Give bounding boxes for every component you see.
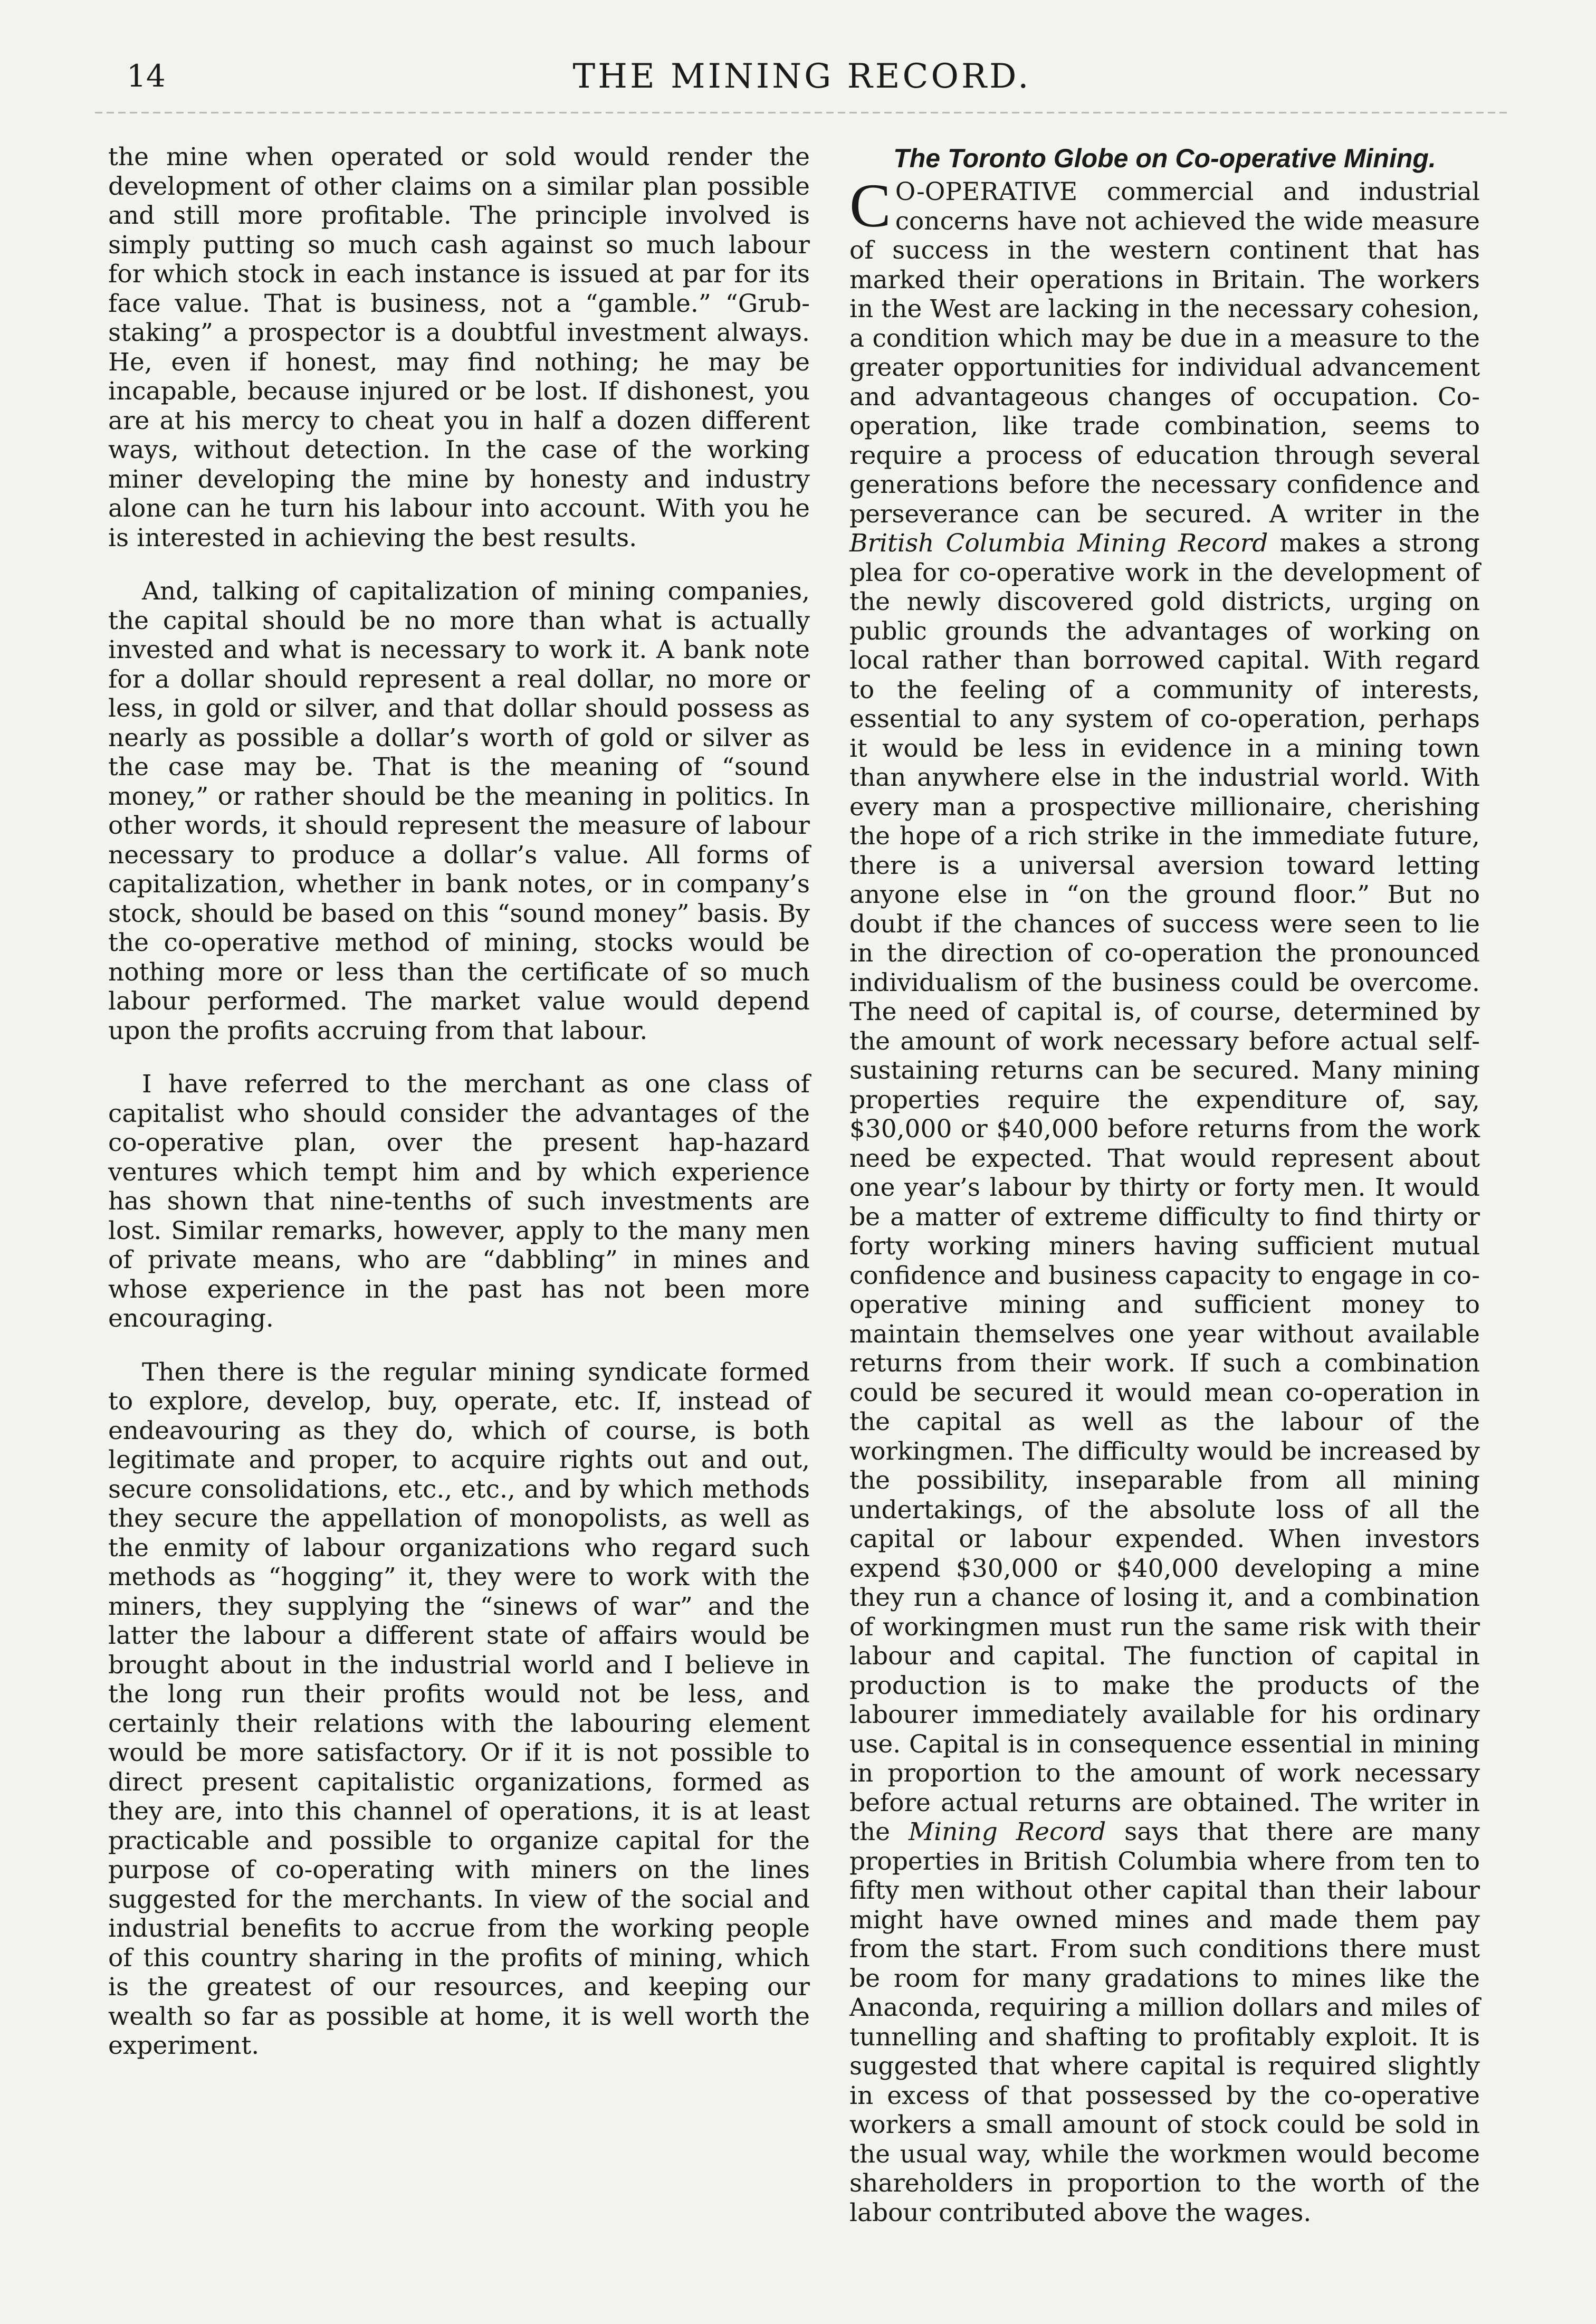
header-rule (95, 112, 1509, 113)
left-paragraph-4: Then there is the regular mining syndicate formed to explore, develop, buy, operate, etc. If, instead of endeavouring as they do, which of course, is both legitimate and proper, to acquire rights out and out, secure consolidations, etc., etc., and by which methods they secure the appellation of monopolists, as well as the enmity of labour organizations who regard such methods as “hogging” it, they were to work with the miners, they supplying the “sinews of war” and the latter the labour a different state of affairs would be brought about in the industrial world and I believe in the long run their profits would not be less, and certainly their relations with the labouring element would be more satisfactory. Or if it is not possible to direct present capitalistic organizations, formed as they are, into this channel of operations, it is at least practicable and possible to organize capital for the purpose of co-operating with miners on the lines suggested for the merchants. In view of the social and industrial benefits to accrue from the working people of this country sharing in the profits of mining, which is the greatest of our resources, and keeping our wealth so far as possible at home, it is well worth the experiment. (108, 1357, 810, 2060)
article-body (849, 171, 1480, 2227)
publication-name-short: Mining Record (908, 1817, 1106, 1846)
article-title: The Toronto Globe on Co-operative Mining. (893, 144, 1436, 173)
drop-cap: C (849, 171, 891, 240)
journal-title: THE MINING RECORD. (572, 57, 1031, 96)
article-body-part-1: commercial and industrial concerns have not achieved the wide measure of success in the western continent that has marked their operations in Britain. The workers in the West are lacking in the necessary cohesion, a condition which may be due in a measure to the greater opportunities for individual advancement and advantageous changes of occupation. Co-operation, like trade combination, seems to require a process of education through several generations before the necessary confidence and perseverance can be secured. A writer in the (849, 177, 1480, 529)
opening-caps: O-OPERATIVE (895, 177, 1078, 206)
left-column (108, 142, 810, 2085)
page-number: 14 (127, 58, 166, 94)
left-paragraph-3: I have referred to the merchant as one class of capitalist who should consider the advantages of the co-operative plan, over the present hap-hazard ventures which tempt him and by which experience has shown that nine-tenths of such investments are lost. Similar remarks, however, apply to the many men of private means, who are “dabbling” in mines and whose experience in the past has not been more encouraging. (108, 1070, 810, 1333)
publication-name: British Columbia Mining Record (849, 529, 1268, 558)
article-body-part-3: says that there are many properties in British Columbia where from ten to fifty men without other capital than their labour might have owned mines and made them pay from the start. From such conditions there must be room for many gradations to mines like the Anaconda, requiring a million dollars and miles of tunnelling and shafting to profitably exploit. It is suggested that where capital is required slightly in excess of that possessed by the co-operative workers a small amount of stock could be sold in the usual way, while the workmen would become shareholders in proportion to the worth of the labour contributed above the wages. (849, 1817, 1480, 2227)
left-paragraph-1: the mine when operated or sold would render the development of other claims on a similar plan possible and still more profitable. The principle involved is simply putting so much cash against so much labour for which stock in each instance is issued at par for its face value. That is business, not a “gamble.” “Grub-staking” a prospector is a doubtful investment always. He, even if honest, may find nothing; he may be incapable, because injured or be lost. If dishonest, you are at his mercy to cheat you in half a dozen different ways, without detection. In the case of the working miner developing the mine by honesty and industry alone can he turn his labour into account. With you he is interested in achieving the best results. (108, 142, 810, 553)
page-header (95, 53, 1509, 111)
article-body-part-2: makes a strong plea for co-operative work in the development of the newly discovered gold districts, urging on public grounds the advantages of working on local rather than borrowed capital. With regard to the feeling of a community of interests, essential to any system of co-operation, perhaps it would be less in evidence in a mining town than anywhere else in the industrial world. With every man a prospective millionaire, cherishing the hope of a rich strike in the immediate future, there is a universal aversion toward letting anyone else in “on the ground floor.” But no doubt if the chances of success were seen to lie in the direction of co-operation the pronounced individualism of the business could be overcome. The need of capital is, of course, determined by the amount of work necessary before actual self-sustaining returns can be secured. Many mining properties require the expenditure of, say, $30,000 or $40,000 before returns from the work need be expected. That would represent about one year’s labour by thirty or forty men. It would be a matter of extreme difficulty to find thirty or forty working miners having sufficient mutual confidence and business capacity to engage in co-operative mining and sufficient money to maintain themselves one year without available returns from their work. If such a combination could be secured it would mean co-operation in the capital as well as the labour of the workingmen. The difficulty would be increased by the possibility, inseparable from all mining undertakings, of the absolute loss of all the capital or labour expended. When investors expend $30,000 or $40,000 developing a mine they run a chance of losing it, and a combination of workingmen must run the same risk with their labour and capital. The function of capital in production is to make the products of the labourer immediately available for his ordinary use. Capital is in consequence essential in mining in proportion to the amount of work necessary before actual returns are obtained. The writer in the (849, 529, 1480, 1846)
right-column (849, 142, 1480, 2252)
left-paragraph-2: And, talking of capitalization of mining companies, the capital should be no more than what is actually invested and what is necessary to work it. A bank note for a dollar should represent a real dollar, no more or less, in gold or silver, and that dollar should possess as nearly as possible a dollar’s worth of gold or silver as the case may be. That is the meaning of “sound money,” or rather should be the meaning in politics. In other words, it should represent the measure of labour necessary to produce a dollar’s value. All forms of capitalization, whether in bank notes, or in company’s stock, should be based on this “sound money” basis. By the co-operative method of mining, stocks would be nothing more or less than the certificate of so much labour performed. The market value would depend upon the profits accruing from that labour. (108, 577, 810, 1045)
